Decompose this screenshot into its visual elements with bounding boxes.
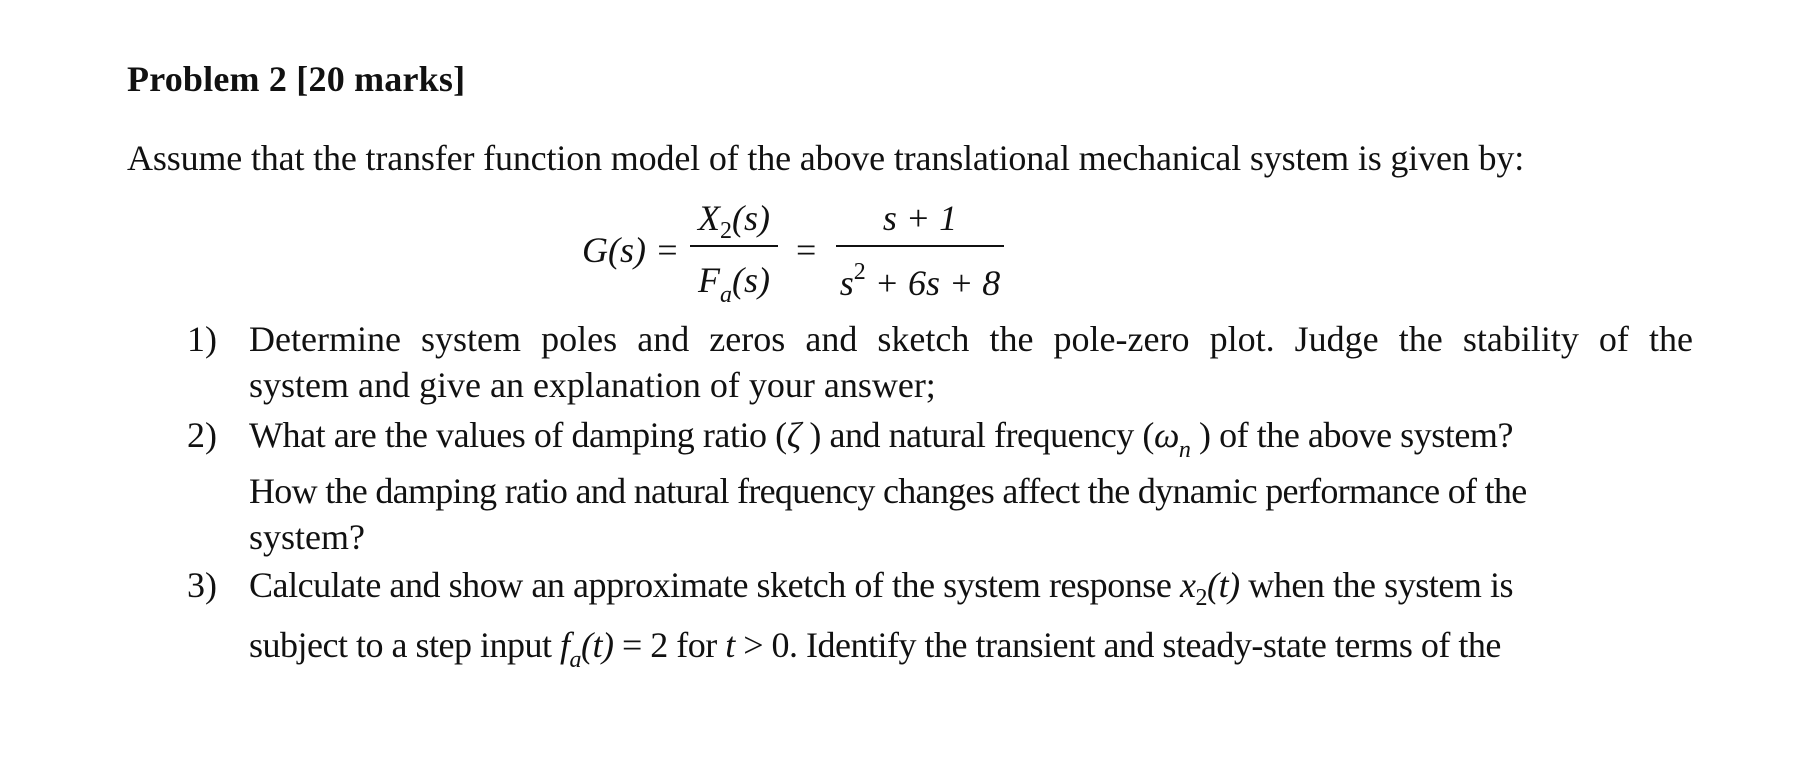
fraction2-denominator: $s^2 + 6s + 8$ <box>839 259 1001 303</box>
question-2-line-3: system? <box>249 517 365 557</box>
fraction1-denominator: $F_a(s)$ <box>698 260 770 308</box>
fraction1-numerator: $X_2(s)$ <box>698 198 770 244</box>
equation-equals: = <box>796 230 817 270</box>
fraction2-numerator: s + 1 <box>882 198 958 238</box>
transfer-function-equation <box>582 197 1012 307</box>
question-3-line-1: Calculate and show an approximate sketch of the system response $x_2(t)$ when the system is <box>249 565 1514 611</box>
question-3-line-2: subject to a step input $f_a(t) = 2$ for t > 0. Identify the transient and steady-state terms of the <box>249 625 1501 673</box>
question-3-text <box>249 564 1693 674</box>
problem-title: Problem 2 [20 marks] <box>127 59 466 99</box>
question-1-line-2: system and give an explanation of your answer; <box>249 365 936 405</box>
equation-lhs: G(s) = <box>582 230 680 270</box>
question-1-line-1: Determine system poles and zeros and sketch the pole-zero plot. Judge the stability of the <box>249 319 1693 359</box>
fraction1-bar <box>690 245 778 247</box>
question-2-number: 2) <box>187 415 217 455</box>
question-3-number: 3) <box>187 565 217 605</box>
fraction2-bar <box>836 245 1004 247</box>
question-1-number: 1) <box>187 319 217 359</box>
question-2-text <box>249 414 1693 558</box>
question-1-text <box>249 318 1693 406</box>
question-2-line-2: How the damping ratio and natural frequency changes affect the dynamic performance of the <box>249 471 1527 511</box>
question-2-line-1: What are the values of damping ratio (ζ ) and natural frequency ($\omega_n$ ) of the above system? <box>249 415 1514 463</box>
problem-intro: Assume that the transfer function model of the above translational mechanical system is given by: <box>127 138 1525 178</box>
